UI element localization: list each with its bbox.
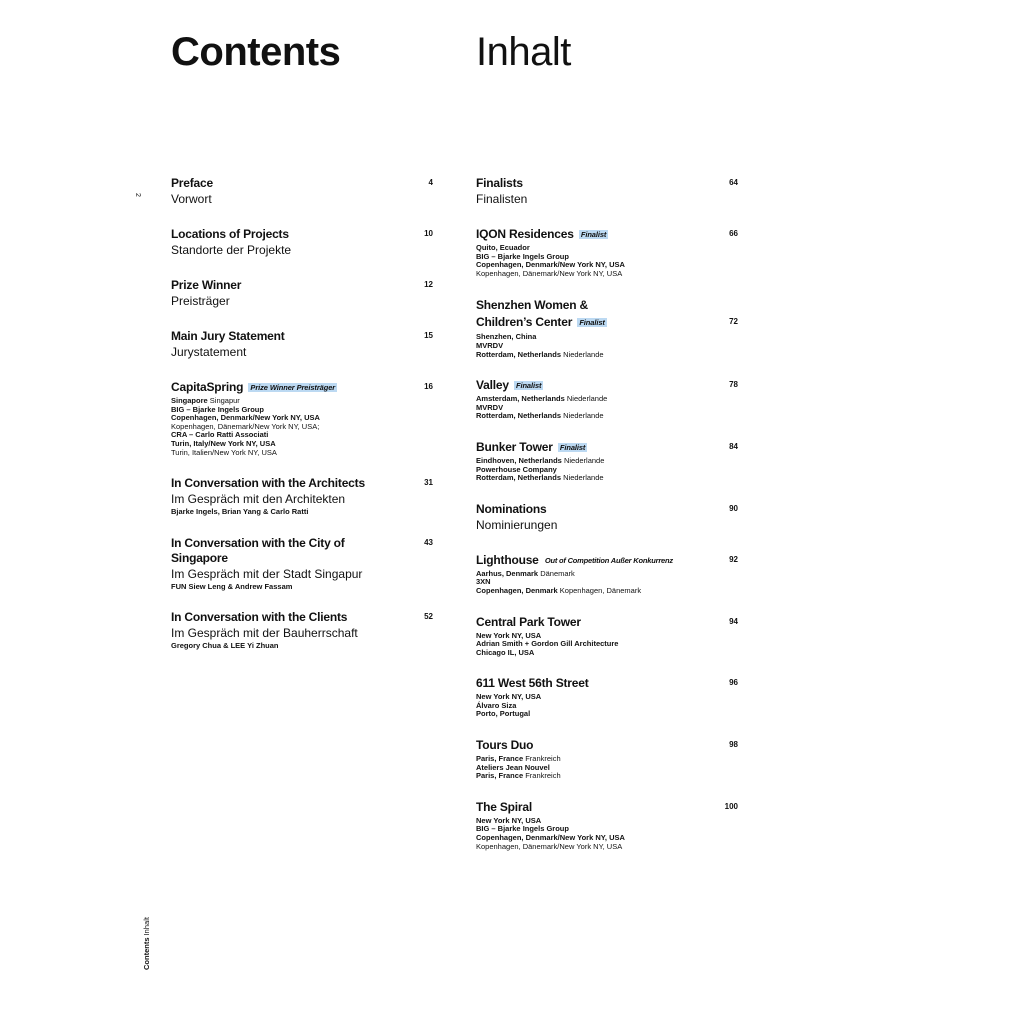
entry-title-text[interactable]: CapitaSpring bbox=[171, 380, 244, 394]
running-footer-de: Inhalt bbox=[142, 917, 151, 936]
entry-title-text[interactable]: Bunker Tower bbox=[476, 439, 553, 454]
entry-title-en[interactable]: Prize Winner bbox=[171, 278, 242, 292]
entry-page-number: 4 bbox=[428, 178, 433, 187]
entry-details bbox=[171, 397, 433, 457]
detail-line: Copenhagen, Denmark/New York NY, USA bbox=[476, 260, 625, 270]
detail-line: Copenhagen, Denmark/New York NY, USA bbox=[476, 833, 625, 843]
entry-page-number: 43 bbox=[424, 537, 433, 547]
detail-line: Paris, France Frankreich bbox=[476, 754, 561, 764]
entry-title-de: Preisträger bbox=[171, 294, 230, 308]
entry-title-en[interactable]: Locations of Projects bbox=[171, 227, 289, 241]
detail-line: New York NY, USA bbox=[476, 815, 542, 825]
entry-title-en-line1[interactable]: Shenzhen Women & bbox=[476, 298, 588, 313]
entry-people: Bjarke Ingels, Brian Yang & Carlo Ratti bbox=[171, 507, 309, 517]
detail-line: Amsterdam, Netherlands Niederlande bbox=[476, 394, 608, 404]
toc-entry-iqon-residences[interactable] bbox=[476, 227, 738, 278]
entry-people: FUN Siew Leng & Andrew Fassam bbox=[171, 581, 293, 591]
toc-entry-central-park-tower[interactable] bbox=[476, 615, 738, 658]
entry-title-en[interactable]: In Conversation with the Clients bbox=[171, 610, 348, 625]
detail-line: Adrian Smith + Gordon Gill Architecture bbox=[476, 639, 619, 649]
badge-label-en: Prize Winner bbox=[250, 383, 295, 392]
detail-line: Turin, Italy/New York NY, USA bbox=[171, 438, 276, 448]
entry-page-number: 98 bbox=[729, 740, 738, 750]
running-footer-en: Contents bbox=[142, 937, 151, 970]
detail-line: MVRDV bbox=[476, 402, 504, 412]
toc-entry-conversation-clients[interactable] bbox=[171, 610, 433, 651]
entry-title-en[interactable]: Tours Duo bbox=[476, 738, 534, 753]
finalist-badge: Finalist bbox=[515, 381, 542, 391]
detail-line: Singapore Singapur bbox=[171, 396, 240, 405]
entry-details bbox=[476, 395, 738, 421]
detail-line: Aarhus, Denmark Dänemark bbox=[476, 568, 575, 578]
badge-label-de: Preisträger bbox=[296, 383, 336, 392]
entry-page-number: 10 bbox=[424, 229, 433, 238]
entry-page-number: 12 bbox=[424, 280, 433, 289]
entry-page-number: 90 bbox=[729, 503, 738, 513]
detail-line: BIG – Bjarke Ingels Group bbox=[476, 824, 569, 834]
entry-title-de: Im Gespräch mit der Stadt Singapur bbox=[171, 566, 363, 581]
detail-line: Copenhagen, Denmark Kopenhagen, Dänemark bbox=[476, 585, 642, 595]
entry-title-en-line2[interactable] bbox=[476, 314, 738, 331]
detail-line: Powerhouse Company bbox=[476, 464, 557, 474]
detail-line: Rotterdam, Netherlands Niederlande bbox=[476, 473, 604, 483]
entry-page-number: 15 bbox=[424, 331, 433, 340]
entry-title-text[interactable]: Lighthouse bbox=[476, 552, 539, 567]
entry-people: Gregory Chua & LEE Yi Zhuan bbox=[171, 641, 279, 651]
entry-details bbox=[476, 817, 738, 851]
toc-entry-locations[interactable] bbox=[171, 227, 433, 259]
entry-title-de: Nominierungen bbox=[476, 517, 558, 532]
entry-details bbox=[476, 457, 738, 483]
detail-line: Copenhagen, Denmark/New York NY, USA bbox=[171, 413, 320, 423]
entry-page-number: 31 bbox=[424, 478, 433, 488]
detail-line: Kopenhagen, Dänemark/New York NY, USA bbox=[476, 268, 623, 278]
toc-entry-capitaspring[interactable] bbox=[171, 380, 433, 457]
toc-entry-shenzhen-women-childrens-center[interactable] bbox=[476, 297, 738, 359]
detail-line: Quito, Ecuador bbox=[476, 243, 530, 252]
entry-title-en[interactable] bbox=[476, 227, 738, 242]
detail-line: Porto, Portugal bbox=[476, 709, 531, 719]
entry-title-en[interactable] bbox=[476, 553, 738, 568]
entry-title-en[interactable] bbox=[476, 440, 738, 455]
toc-entry-valley[interactable] bbox=[476, 378, 738, 421]
entry-title-en[interactable]: 611 West 56th Street bbox=[476, 676, 589, 691]
finalist-badge: Finalist bbox=[579, 318, 605, 328]
entry-title-en[interactable]: In Conversation with the Architects bbox=[171, 476, 365, 491]
entry-details bbox=[476, 244, 738, 278]
entry-title-de: Finalisten bbox=[476, 192, 528, 206]
entry-page-number: 16 bbox=[424, 382, 433, 391]
detail-line: MVRDV bbox=[476, 340, 504, 350]
toc-entry-finalists[interactable] bbox=[476, 176, 738, 208]
toc-entry-prize-winner[interactable] bbox=[171, 278, 433, 310]
detail-line: Ateliers Jean Nouvel bbox=[476, 762, 550, 772]
detail-line: Eindhoven, Netherlands Niederlande bbox=[476, 455, 605, 465]
entry-page-number: 72 bbox=[729, 317, 738, 327]
detail-line: New York NY, USA bbox=[476, 630, 542, 640]
entry-details bbox=[476, 755, 738, 781]
toc-entry-nominations[interactable] bbox=[476, 502, 738, 534]
entry-details bbox=[476, 693, 738, 719]
entry-title-text[interactable]: Children’s Center bbox=[476, 315, 573, 330]
entry-title-de: Im Gespräch mit der Bauherrschaft bbox=[171, 626, 358, 641]
detail-line: BIG – Bjarke Ingels Group bbox=[476, 251, 569, 261]
entry-details bbox=[476, 632, 738, 658]
entry-page-number: 66 bbox=[729, 229, 738, 238]
toc-entry-the-spiral[interactable] bbox=[476, 800, 738, 851]
entry-title-en[interactable]: Main Jury Statement bbox=[171, 329, 285, 343]
toc-left-column bbox=[171, 176, 433, 670]
detail-line: Turin, Italien/New York NY, USA bbox=[171, 447, 277, 457]
entry-title-text[interactable]: IQON Residences bbox=[476, 227, 574, 241]
entry-title-de: Vorwort bbox=[171, 192, 212, 206]
entry-title-en[interactable]: Nominations bbox=[476, 501, 547, 516]
detail-line: Álvaro Siza bbox=[476, 700, 517, 710]
entry-title-en[interactable] bbox=[171, 380, 433, 395]
entry-title-en[interactable]: Preface bbox=[171, 176, 213, 190]
entry-title-en[interactable]: In Conversation with the City of Singapore bbox=[171, 535, 345, 565]
detail-line: Shenzhen, China bbox=[476, 332, 537, 342]
running-footer bbox=[142, 917, 151, 970]
toc-entry-preface[interactable] bbox=[171, 176, 433, 208]
entry-title-en[interactable]: The Spiral bbox=[476, 799, 533, 814]
entry-page-number: 94 bbox=[729, 616, 738, 626]
detail-line: Kopenhagen, Dänemark/New York NY, USA; bbox=[171, 421, 320, 431]
prize-winner-badge bbox=[248, 383, 337, 392]
toc-right-column bbox=[476, 176, 738, 870]
detail-line: New York NY, USA bbox=[476, 692, 542, 702]
detail-line: BIG – Bjarke Ingels Group bbox=[171, 404, 264, 414]
detail-line: Chicago IL, USA bbox=[476, 647, 535, 657]
entry-page-number: 64 bbox=[729, 178, 738, 187]
entry-page-number: 100 bbox=[724, 801, 738, 811]
entry-page-number: 84 bbox=[729, 441, 738, 451]
finalist-badge: Finalist bbox=[580, 230, 607, 239]
detail-line: Rotterdam, Netherlands Niederlande bbox=[476, 349, 604, 359]
entry-title-de: Im Gespräch mit den Architekten bbox=[171, 492, 346, 507]
entry-title-en[interactable]: Finalists bbox=[476, 176, 523, 190]
detail-line: 3XN bbox=[476, 577, 491, 587]
entry-details bbox=[476, 570, 738, 596]
page-number: 2 bbox=[134, 193, 141, 197]
finalist-badge: Finalist bbox=[559, 442, 586, 452]
entry-title-en[interactable] bbox=[476, 378, 738, 393]
entry-title-de: Jurystatement bbox=[171, 345, 247, 359]
entry-page-number: 96 bbox=[729, 678, 738, 688]
contents-title: Contents bbox=[171, 30, 341, 74]
toc-entry-conversation-city[interactable] bbox=[171, 536, 433, 592]
entry-details bbox=[476, 333, 738, 359]
entry-page-number: 52 bbox=[424, 612, 433, 622]
entry-title-en[interactable]: Central Park Tower bbox=[476, 614, 581, 629]
entry-page-number: 78 bbox=[729, 380, 738, 390]
detail-line: CRA – Carlo Ratti Associati bbox=[171, 430, 269, 440]
toc-entry-lighthouse[interactable] bbox=[476, 553, 738, 596]
entry-title-de: Standorte der Projekte bbox=[171, 243, 292, 257]
inhalt-title: Inhalt bbox=[476, 30, 571, 74]
toc-entry-611-west-56th-street[interactable] bbox=[476, 676, 738, 719]
toc-entry-conversation-architects[interactable] bbox=[171, 476, 433, 517]
toc-entry-jury-statement[interactable] bbox=[171, 329, 433, 361]
toc-entry-tours-duo[interactable] bbox=[476, 738, 738, 781]
entry-page-number: 92 bbox=[729, 554, 738, 564]
toc-entry-bunker-tower[interactable] bbox=[476, 440, 738, 483]
detail-line: Paris, France Frankreich bbox=[476, 771, 561, 781]
out-of-competition-label: Out of Competition Außer Konkurrenz bbox=[544, 555, 673, 565]
entry-title-text[interactable]: Valley bbox=[476, 378, 509, 393]
detail-line: Kopenhagen, Dänemark/New York NY, USA bbox=[476, 841, 623, 851]
detail-line: Rotterdam, Netherlands Niederlande bbox=[476, 411, 604, 421]
